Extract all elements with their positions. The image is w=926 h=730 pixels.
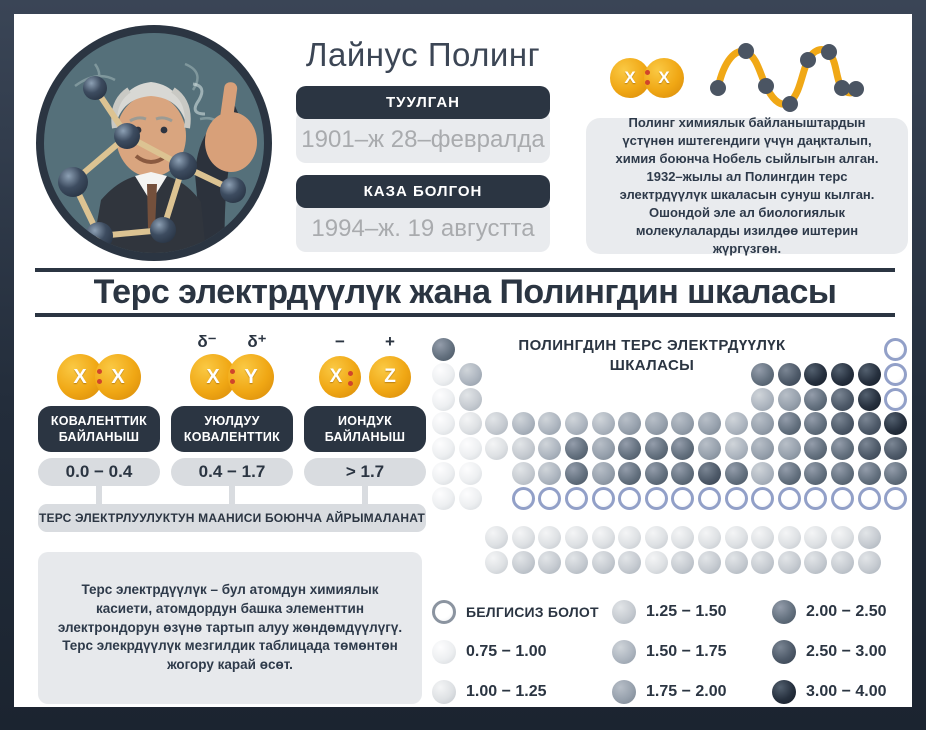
element-circle: [725, 437, 748, 460]
info-text-1: Терс электрдүүлүк – бул атомдун химиялык касиети, атомдордун башка элементтин электрондорун өзүнө тартып алуу жөндөмдүүлүгү.: [57, 581, 403, 635]
element-circle: [751, 551, 774, 574]
pauling-photo-illustration: [35, 24, 273, 262]
atom-circle: Z: [369, 356, 411, 398]
legend-label: 2.00 − 2.50: [806, 603, 887, 620]
legend-item: [772, 600, 887, 624]
element-circle-unknown: [884, 363, 907, 386]
bond-card-ionic: [304, 332, 426, 504]
element-circle: [858, 363, 881, 386]
element-circle-unknown: [804, 487, 827, 510]
legend-label: 0.75 − 1.00: [466, 643, 547, 660]
ionic-pair-icon: [304, 352, 426, 402]
legend-circle: [612, 680, 636, 704]
legend-label: 1.00 − 1.25: [466, 683, 547, 700]
element-circle: [804, 388, 827, 411]
element-circle: [671, 412, 694, 435]
pt-title-line2: ШКАЛАСЫ: [609, 357, 695, 375]
element-circle-unknown: [831, 487, 854, 510]
element-circle: [778, 412, 801, 435]
legend-item: [432, 640, 547, 664]
element-circle: [565, 412, 588, 435]
legend-circle: [772, 680, 796, 704]
element-circle: [592, 437, 615, 460]
atom-circle: Y: [228, 354, 274, 400]
bond-colon-icon: [230, 369, 235, 384]
charge-labels: [60, 332, 138, 352]
element-circle: [831, 526, 854, 549]
bond-cards-row: [38, 332, 426, 504]
element-circle: [804, 437, 827, 460]
element-circle-unknown: [725, 487, 748, 510]
element-circle: [778, 388, 801, 411]
element-circle: [698, 551, 721, 574]
atom-circle: X: [190, 354, 236, 400]
element-circle: [432, 437, 455, 460]
connector-line: [96, 486, 102, 504]
legend-circle: [612, 640, 636, 664]
element-circle: [512, 526, 535, 549]
element-circle: [698, 437, 721, 460]
element-circle: [831, 412, 854, 435]
bond-colon-icon: [645, 70, 650, 85]
polar-pair-icon: [171, 352, 293, 402]
element-circle: [778, 462, 801, 485]
element-circle: [671, 462, 694, 485]
legend-item: [772, 640, 887, 664]
element-circle: [432, 338, 455, 361]
bond-types-section: [38, 332, 426, 532]
element-circle: [831, 388, 854, 411]
bond-range-pill: > 1.7: [304, 458, 426, 486]
covalent-bond-icon: [610, 56, 686, 100]
legend-circle: [432, 600, 456, 624]
element-circle: [538, 437, 561, 460]
element-circle: [884, 437, 907, 460]
element-circle-unknown: [565, 487, 588, 510]
element-circle-unknown: [778, 487, 801, 510]
element-circle: [698, 412, 721, 435]
element-circle-unknown: [618, 487, 641, 510]
element-circle: [432, 462, 455, 485]
element-circle: [432, 363, 455, 386]
bond-name-line1: УЮЛДУУ: [204, 413, 260, 428]
element-circle: [831, 363, 854, 386]
banner-rule-bottom: [35, 313, 895, 317]
legend-item: [612, 680, 727, 704]
bonds-footer-pill: ТЕРС ЭЛЕКТРЛУУЛУКТУН МААНИСИ БОЮНЧА АЙРЫМАЛАНАТ: [38, 504, 426, 532]
element-circle: [645, 526, 668, 549]
element-circle: [459, 388, 482, 411]
element-circle-unknown: [858, 487, 881, 510]
element-circle: [512, 462, 535, 485]
element-circle-unknown: [512, 487, 535, 510]
banner-rule-top: [35, 268, 895, 272]
element-circle: [751, 412, 774, 435]
element-circle: [485, 551, 508, 574]
died-value: 1994–ж. 19 августта: [296, 199, 550, 252]
scale-legend: [432, 600, 908, 706]
molecule-wave-icon: [708, 36, 864, 119]
element-circle: [592, 462, 615, 485]
info-text-2: Терс элекрдүүлүк мезгилдик таблицада төмөнтөн жогору карай өсөт.: [62, 638, 398, 673]
element-circle: [751, 437, 774, 460]
element-circle: [804, 526, 827, 549]
element-circle: [485, 412, 508, 435]
element-circle: [485, 526, 508, 549]
infographic-page: [14, 14, 912, 707]
legend-item: [772, 680, 887, 704]
bond-name-line2: БАЙЛАНЫШ: [58, 430, 140, 444]
element-circle: [618, 412, 641, 435]
element-circle: [565, 437, 588, 460]
element-circle: [698, 462, 721, 485]
page-title: Терс электрдүүлүк жана Полингдин шкаласы: [93, 273, 837, 311]
element-circle: [592, 526, 615, 549]
element-circle: [725, 526, 748, 549]
legend-label: 1.50 − 1.75: [646, 643, 727, 660]
element-circle: [858, 388, 881, 411]
element-circle: [512, 437, 535, 460]
element-circle: [592, 551, 615, 574]
pauling-photo: [35, 24, 273, 262]
atom-circle: X: [610, 58, 650, 98]
element-circle: [459, 363, 482, 386]
element-circle: [804, 412, 827, 435]
bond-name-box: [304, 406, 426, 452]
element-circle-unknown: [538, 487, 561, 510]
died-label: КАЗА БОЛГОН: [296, 175, 550, 208]
element-circle: [671, 551, 694, 574]
element-circle: [618, 437, 641, 460]
bond-card-covalent: [38, 332, 160, 504]
element-circle: [858, 462, 881, 485]
element-circle: [645, 462, 668, 485]
atom-circle: X: [644, 58, 684, 98]
element-circle: [698, 526, 721, 549]
legend-item: [612, 600, 727, 624]
element-circle: [778, 551, 801, 574]
element-circle: [671, 526, 694, 549]
charge-right: δ⁺: [247, 332, 267, 351]
legend-label: 1.25 − 1.50: [646, 603, 727, 620]
bond-range-pill: 0.4 − 1.7: [171, 458, 293, 486]
charge-left: [60, 332, 88, 352]
element-circle: [459, 412, 482, 435]
bond-range-pill: 0.0 − 0.4: [38, 458, 160, 486]
element-circle: [485, 437, 508, 460]
element-circle: [538, 526, 561, 549]
element-circle: [565, 526, 588, 549]
legend-label: 1.75 − 2.00: [646, 683, 727, 700]
element-circle: [592, 412, 615, 435]
bond-name-line2: БАЙЛАНЫШ: [324, 430, 406, 444]
element-circle: [512, 412, 535, 435]
bond-colon-icon: [97, 369, 102, 384]
element-circle: [459, 462, 482, 485]
element-circle: [778, 437, 801, 460]
bio-box: [586, 115, 908, 256]
element-circle: [831, 551, 854, 574]
element-circle: [618, 526, 641, 549]
element-circle: [751, 526, 774, 549]
element-circle-unknown: [884, 338, 907, 361]
legend-item: [432, 600, 599, 624]
legend-circle: [772, 600, 796, 624]
element-circle: [565, 462, 588, 485]
element-circle: [538, 462, 561, 485]
element-circle: [565, 551, 588, 574]
bond-name-line1: КОВАЛЕНТТИК: [50, 413, 148, 428]
element-circle: [645, 437, 668, 460]
element-circle-unknown: [884, 388, 907, 411]
atom-circle: X: [95, 354, 141, 400]
charge-left: −: [335, 332, 345, 351]
element-circle: [778, 526, 801, 549]
element-circle: [804, 462, 827, 485]
element-circle: [804, 363, 827, 386]
element-circle: [432, 388, 455, 411]
scientist-title-block: [296, 36, 550, 252]
legend-label: 3.00 − 4.00: [806, 683, 887, 700]
born-label: ТУУЛГАН: [296, 86, 550, 119]
element-circle: [831, 462, 854, 485]
element-circle: [618, 462, 641, 485]
element-circle: [858, 551, 881, 574]
bond-card-polar-covalent: [171, 332, 293, 504]
element-circle: [538, 412, 561, 435]
charge-left: δ⁻: [197, 332, 217, 351]
element-circle: [884, 462, 907, 485]
connector-line: [362, 486, 368, 504]
element-circle-unknown: [645, 487, 668, 510]
charge-labels: [326, 332, 404, 352]
element-circle: [725, 551, 748, 574]
element-circle: [538, 551, 561, 574]
charge-right: +: [385, 332, 395, 351]
element-circle: [858, 437, 881, 460]
bond-name-box: [171, 406, 293, 452]
element-circle: [645, 412, 668, 435]
element-circle-unknown: [671, 487, 694, 510]
element-circle: [432, 412, 455, 435]
element-circle: [725, 412, 748, 435]
bond-colon-icon: [348, 371, 353, 386]
legend-circle: [432, 640, 456, 664]
element-circle: [831, 437, 854, 460]
pt-title-line1: ПОЛИНГДИН ТЕРС ЭЛЕКТРДҮҮЛҮК: [518, 337, 786, 354]
element-circle-unknown: [751, 487, 774, 510]
atom-circle: X: [319, 356, 361, 398]
legend-label: БЕЛГИСИЗ БОЛОТ: [466, 604, 599, 620]
element-circle: [751, 388, 774, 411]
bond-name-line1: ИОНДУК: [338, 413, 392, 428]
element-circle: [459, 437, 482, 460]
legend-circle: [772, 640, 796, 664]
element-circle: [884, 412, 907, 435]
born-value: 1901–ж 28–февралда: [296, 110, 550, 163]
bond-name-line2: КОВАЛЕНТТИК: [183, 430, 281, 444]
element-circle: [671, 437, 694, 460]
periodic-table: [432, 330, 908, 582]
element-circle: [751, 462, 774, 485]
element-circle-unknown: [592, 487, 615, 510]
element-circle: [725, 462, 748, 485]
connector-line: [229, 486, 235, 504]
legend-circle: [432, 680, 456, 704]
element-circle: [645, 551, 668, 574]
element-circle: [804, 551, 827, 574]
scientist-name: Лайнус Полинг: [305, 36, 541, 73]
element-circle: [751, 363, 774, 386]
element-circle: [512, 551, 535, 574]
element-circle: [778, 363, 801, 386]
atom-circle: X: [57, 354, 103, 400]
covalent-pair-icon: [38, 352, 160, 402]
charge-right: [110, 332, 138, 352]
element-circle: [459, 487, 482, 510]
element-circle: [432, 487, 455, 510]
legend-circle: [612, 600, 636, 624]
legend-label: 2.50 − 3.00: [806, 643, 887, 660]
bond-name-box: [38, 406, 160, 452]
element-circle-unknown: [698, 487, 721, 510]
banner: [35, 268, 895, 317]
bio-text: Полинг химиялык байланыштардын үстүнөн иштегендиги үчүн даңкталып, химия боюнча Нобель сыйлыгын алган. 1932–жылы ал Полингдин терс электрдүүлүк шкаласын сунуш кылган. Ошондой эле ал биологиялык молекулаларды изилдөө иштерин жүргүзгөн.: [615, 115, 879, 256]
element-circle: [858, 526, 881, 549]
electronegativity-info-box: [38, 552, 422, 704]
legend-item: [612, 640, 727, 664]
element-circle: [618, 551, 641, 574]
element-circle: [858, 412, 881, 435]
legend-item: [432, 680, 547, 704]
charge-labels: [193, 332, 271, 352]
element-circle-unknown: [884, 487, 907, 510]
